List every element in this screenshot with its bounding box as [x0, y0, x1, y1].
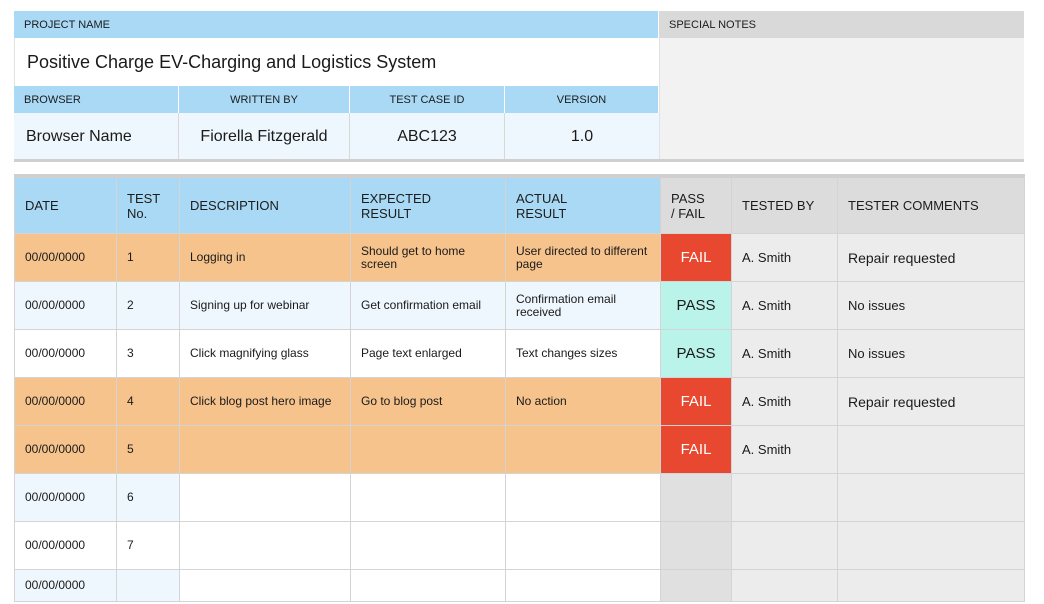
actual-result-cell[interactable]: No action	[506, 378, 661, 426]
tester-comments-cell[interactable]: Repair requested	[838, 234, 1025, 282]
actual-result-cell[interactable]: Confirmation email received	[506, 282, 661, 330]
test-no-cell[interactable]: 6	[117, 474, 180, 522]
column-header-actual-result	[506, 176, 661, 234]
pass-fail-cell[interactable]: FAIL	[661, 234, 732, 282]
column-header-date: DATE	[15, 176, 117, 234]
date-cell[interactable]: 00/00/0000	[15, 522, 117, 570]
description-cell[interactable]: Signing up for webinar	[180, 282, 351, 330]
date-cell[interactable]: 00/00/0000	[15, 330, 117, 378]
pass-fail-cell[interactable]: PASS	[661, 330, 732, 378]
test-no-cell[interactable]: 4	[117, 378, 180, 426]
test-no-cell[interactable]: 7	[117, 522, 180, 570]
tested-by-cell[interactable]	[732, 474, 838, 522]
date-cell[interactable]: 00/00/0000	[15, 378, 117, 426]
description-cell[interactable]	[180, 570, 351, 602]
tested-by-cell[interactable]: A. Smith	[732, 378, 838, 426]
actual-result-cell[interactable]	[506, 474, 661, 522]
tested-by-cell[interactable]	[732, 570, 838, 602]
expected-result-cell[interactable]	[351, 426, 506, 474]
tested-by-cell[interactable]: A. Smith	[732, 426, 838, 474]
column-header-pass-fail	[661, 176, 732, 234]
actual-result-cell[interactable]: Text changes sizes	[506, 330, 661, 378]
date-cell[interactable]: 00/00/0000	[15, 474, 117, 522]
expected-result-cell[interactable]: Go to blog post	[351, 378, 506, 426]
test-no-cell[interactable]	[117, 570, 180, 602]
date-cell[interactable]: 00/00/0000	[15, 234, 117, 282]
expected-result-cell[interactable]	[351, 522, 506, 570]
written-by-label: WRITTEN BY	[179, 86, 350, 113]
test-no-cell[interactable]: 2	[117, 282, 180, 330]
description-cell[interactable]	[180, 522, 351, 570]
expected-result-cell[interactable]	[351, 570, 506, 602]
date-cell[interactable]: 00/00/0000	[15, 282, 117, 330]
description-cell[interactable]: Logging in	[180, 234, 351, 282]
tested-by-cell[interactable]: A. Smith	[732, 330, 838, 378]
table-row[interactable]	[15, 330, 1025, 378]
test-case-id-value[interactable]: ABC123	[350, 113, 505, 160]
actual-result-cell[interactable]	[506, 426, 661, 474]
version-label: VERSION	[505, 86, 659, 113]
special-notes-label: SPECIAL NOTES	[659, 11, 1024, 38]
pass-fail-cell[interactable]	[661, 522, 732, 570]
tester-comments-cell[interactable]	[838, 474, 1025, 522]
tester-comments-cell[interactable]	[838, 570, 1025, 602]
column-header-expected-result	[351, 176, 506, 234]
column-header-tester-comments: TESTER COMMENTS	[838, 176, 1025, 234]
tested-by-cell[interactable]	[732, 522, 838, 570]
browser-value[interactable]: Browser Name	[14, 113, 179, 160]
project-name-value[interactable]: Positive Charge EV-Charging and Logistics System	[14, 38, 659, 86]
table-row[interactable]	[15, 522, 1025, 570]
column-header-actual-label: ACTUAL RESULT	[516, 190, 568, 221]
header-divider	[14, 159, 1024, 162]
expected-result-cell[interactable]: Get confirmation email	[351, 282, 506, 330]
pass-fail-cell[interactable]	[661, 570, 732, 602]
table-row[interactable]	[15, 378, 1025, 426]
written-by-value[interactable]: Fiorella Fitzgerald	[179, 113, 350, 160]
expected-result-cell[interactable]: Page text enlarged	[351, 330, 506, 378]
test-no-cell[interactable]: 1	[117, 234, 180, 282]
actual-result-cell[interactable]	[506, 522, 661, 570]
expected-result-cell[interactable]	[351, 474, 506, 522]
special-notes-area[interactable]	[659, 38, 1024, 160]
column-header-test-no-label: TEST No.	[127, 190, 161, 221]
pass-fail-cell[interactable]	[661, 474, 732, 522]
column-header-test-no	[117, 176, 180, 234]
tester-comments-cell[interactable]	[838, 426, 1025, 474]
tester-comments-cell[interactable]: No issues	[838, 282, 1025, 330]
date-cell[interactable]: 00/00/0000	[15, 570, 117, 602]
table-header-row	[15, 176, 1025, 234]
test-case-id-label: TEST CASE ID	[350, 86, 505, 113]
browser-label: BROWSER	[14, 86, 179, 113]
date-cell[interactable]: 00/00/0000	[15, 426, 117, 474]
actual-result-cell[interactable]: User directed to different page	[506, 234, 661, 282]
version-value[interactable]: 1.0	[505, 113, 659, 160]
tested-by-cell[interactable]: A. Smith	[732, 234, 838, 282]
column-header-tested-by: TESTED BY	[732, 176, 838, 234]
pass-fail-cell[interactable]: FAIL	[661, 426, 732, 474]
description-cell[interactable]	[180, 474, 351, 522]
test-no-cell[interactable]: 5	[117, 426, 180, 474]
table-row[interactable]	[15, 474, 1025, 522]
column-header-expected-label: EXPECTED RESULT	[361, 190, 432, 221]
description-cell[interactable]	[180, 426, 351, 474]
actual-result-cell[interactable]	[506, 570, 661, 602]
tested-by-cell[interactable]: A. Smith	[732, 282, 838, 330]
project-name-label: PROJECT NAME	[14, 11, 659, 38]
test-no-cell[interactable]: 3	[117, 330, 180, 378]
description-cell[interactable]: Click blog post hero image	[180, 378, 351, 426]
expected-result-cell[interactable]: Should get to home screen	[351, 234, 506, 282]
test-case-table	[14, 174, 1025, 602]
tester-comments-cell[interactable]: No issues	[838, 330, 1025, 378]
pass-fail-cell[interactable]: PASS	[661, 282, 732, 330]
table-row[interactable]	[15, 570, 1025, 602]
pass-fail-cell[interactable]: FAIL	[661, 378, 732, 426]
tester-comments-cell[interactable]: Repair requested	[838, 378, 1025, 426]
column-header-pass-fail-label: PASS / FAIL	[671, 190, 705, 221]
table-row[interactable]	[15, 426, 1025, 474]
description-cell[interactable]: Click magnifying glass	[180, 330, 351, 378]
tester-comments-cell[interactable]	[838, 522, 1025, 570]
table-row[interactable]	[15, 234, 1025, 282]
column-header-description: DESCRIPTION	[180, 176, 351, 234]
table-row[interactable]	[15, 282, 1025, 330]
